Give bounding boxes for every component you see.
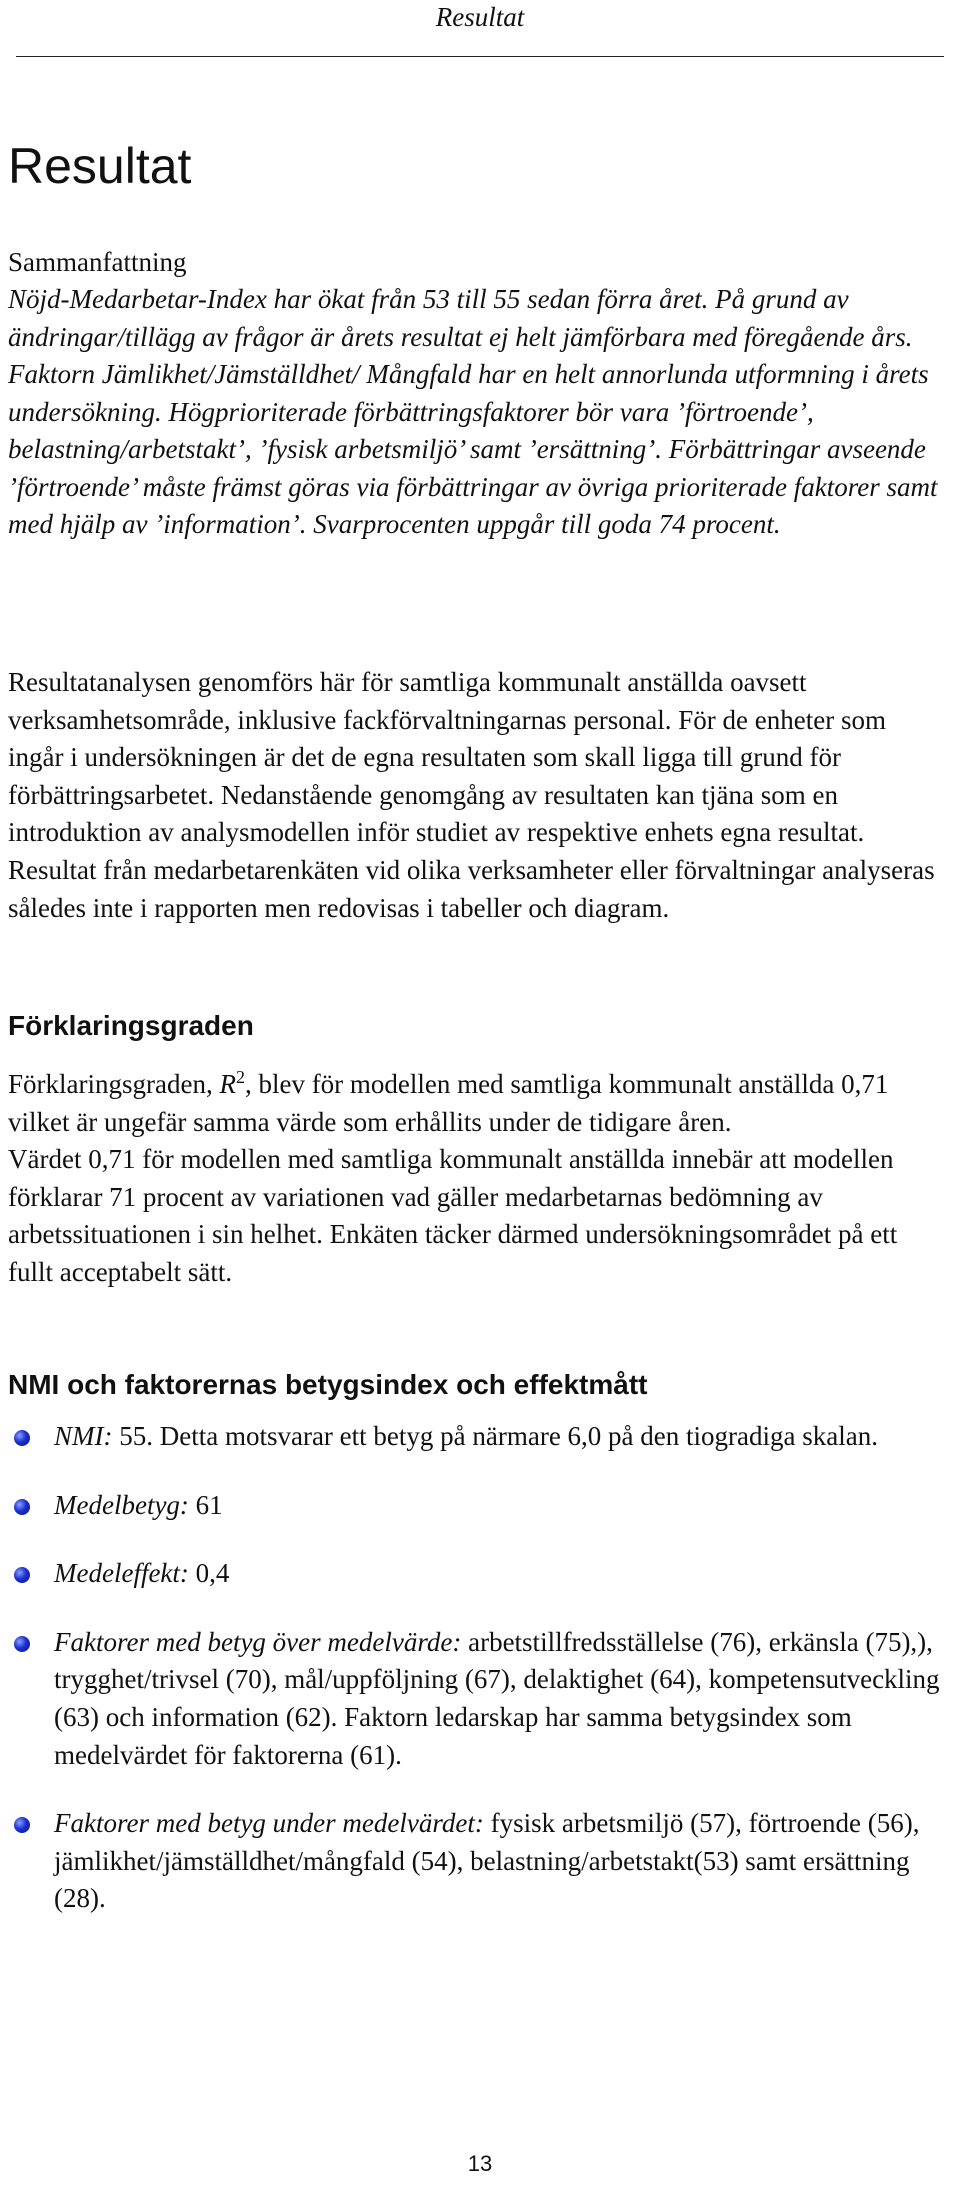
summary-heading: Sammanfattning — [8, 247, 187, 277]
page-number: 13 — [467, 2151, 493, 2176]
nmi-heading: NMI och faktorernas betygsindex och effektmått — [8, 1369, 648, 1400]
item-text: fysisk arbetsmiljö (57), förtroende (56), jämlikhet/jämställdhet/mångfald (54), belastning/arbetstakt(53) samt ersättning (28). — [54, 1808, 920, 1914]
forkl-p1-after: , blev för modellen med samtliga kommunalt anställda 0,71 vilket är ungefär samma värde som erhållits under de tidigare åren. — [8, 1069, 889, 1137]
list-item — [8, 1555, 948, 1593]
item-term: NMI: — [54, 1421, 113, 1451]
analysis-section — [8, 664, 948, 927]
r-squared-symbol: R — [219, 1069, 236, 1099]
list-item — [8, 1487, 948, 1525]
forkl-p1-before: Förklaringsgraden, — [8, 1069, 220, 1099]
nmi-list — [8, 1418, 948, 1949]
item-text: 55. Detta motsvarar ett betyg på närmare 6,0 på den tiogradiga skalan. — [112, 1421, 878, 1451]
bullet-icon — [14, 1817, 30, 1833]
bullet-icon — [14, 1636, 30, 1652]
item-text: 0,4 — [188, 1558, 230, 1589]
item-term: Faktorer med betyg under medelvärdet: — [54, 1808, 484, 1839]
item-text: arbetstillfredsställelse (76), erkänsla (75),), trygghet/trivsel (70), mål/uppföljning (67), delaktighet (64), kompetensutveckling (63) och information (62). Faktorn ledarskap har samma betygsindex som medelvärdet för faktorerna (61). — [54, 1626, 940, 1770]
bullet-icon — [14, 1567, 30, 1583]
running-header: Resultat — [435, 2, 525, 32]
forklaringsgraden-section — [8, 1059, 948, 1292]
r-squared-exponent: 2 — [235, 1067, 245, 1087]
bullet-icon — [14, 1499, 30, 1515]
forklaringsgraden-heading: Förklaringsgraden — [8, 1010, 254, 1041]
forklaringsgraden-paragraph-2: Värdet 0,71 för modellen med samtliga kommunalt anställda innebär att modellen förklarar 71 procent av variationen vad gäller medarbetarnas bedömning av arbetssituationen i sin helhet. Enkäten täcker därmed undersökningsområdet på ett fullt acceptabelt sätt. — [8, 1144, 898, 1287]
item-term: Faktorer med betyg över medelvärde: — [54, 1626, 462, 1657]
bullet-icon — [14, 1430, 30, 1446]
page-title: Resultat — [8, 138, 192, 194]
item-term: Medelbetyg: — [54, 1489, 189, 1520]
list-item — [8, 1624, 948, 1774]
item-text: 61 — [188, 1489, 223, 1520]
list-item — [8, 1805, 948, 1918]
list-item — [8, 1418, 948, 1456]
summary-text: Nöjd-Medarbetar-Index har ökat från 53 till 55 sedan förra året. På grund av ändringar/tillägg av frågor är årets resultat ej helt jämförbara med föregående års. Faktorn Jämlikhet/Jämställdhet/ Mångfald har en helt annorlunda utformning i årets undersökning. Högprioriterade förbättringsfaktorer bör vara ’förtroende’, belastning/arbetstakt’, ’fysisk arbetsmiljö’ samt ’ersättning’. Förbättringar avseende ’förtroende’ måste främst göras via förbättringar av övriga prioriterade faktorer samt med hjälp av ’information’. Svarprocenten uppgår till goda 74 procent. — [8, 284, 938, 539]
forklaringsgraden-paragraph-1 — [8, 1059, 948, 1141]
header-divider — [16, 56, 944, 57]
summary-section — [8, 244, 948, 544]
item-term: Medeleffekt: — [54, 1558, 189, 1589]
analysis-paragraph: Resultatanalysen genomförs här för samtliga kommunalt anställda oavsett verksamhetsområde, inklusive fackförvaltningarnas personal. För de enheter som ingår i undersökningen är det de egna resultaten som skall ligga till grund för förbättringsarbetet. Nedanstående genomgång av resultaten kan tjäna som en introduktion av analysmodellen inför studiet av respektive enhets egna resultat. Resultat från medarbetarenkäten vid olika verksamheter eller förvaltningar analyseras således inte i rapporten men redovisas i tabeller och diagram. — [8, 667, 935, 923]
